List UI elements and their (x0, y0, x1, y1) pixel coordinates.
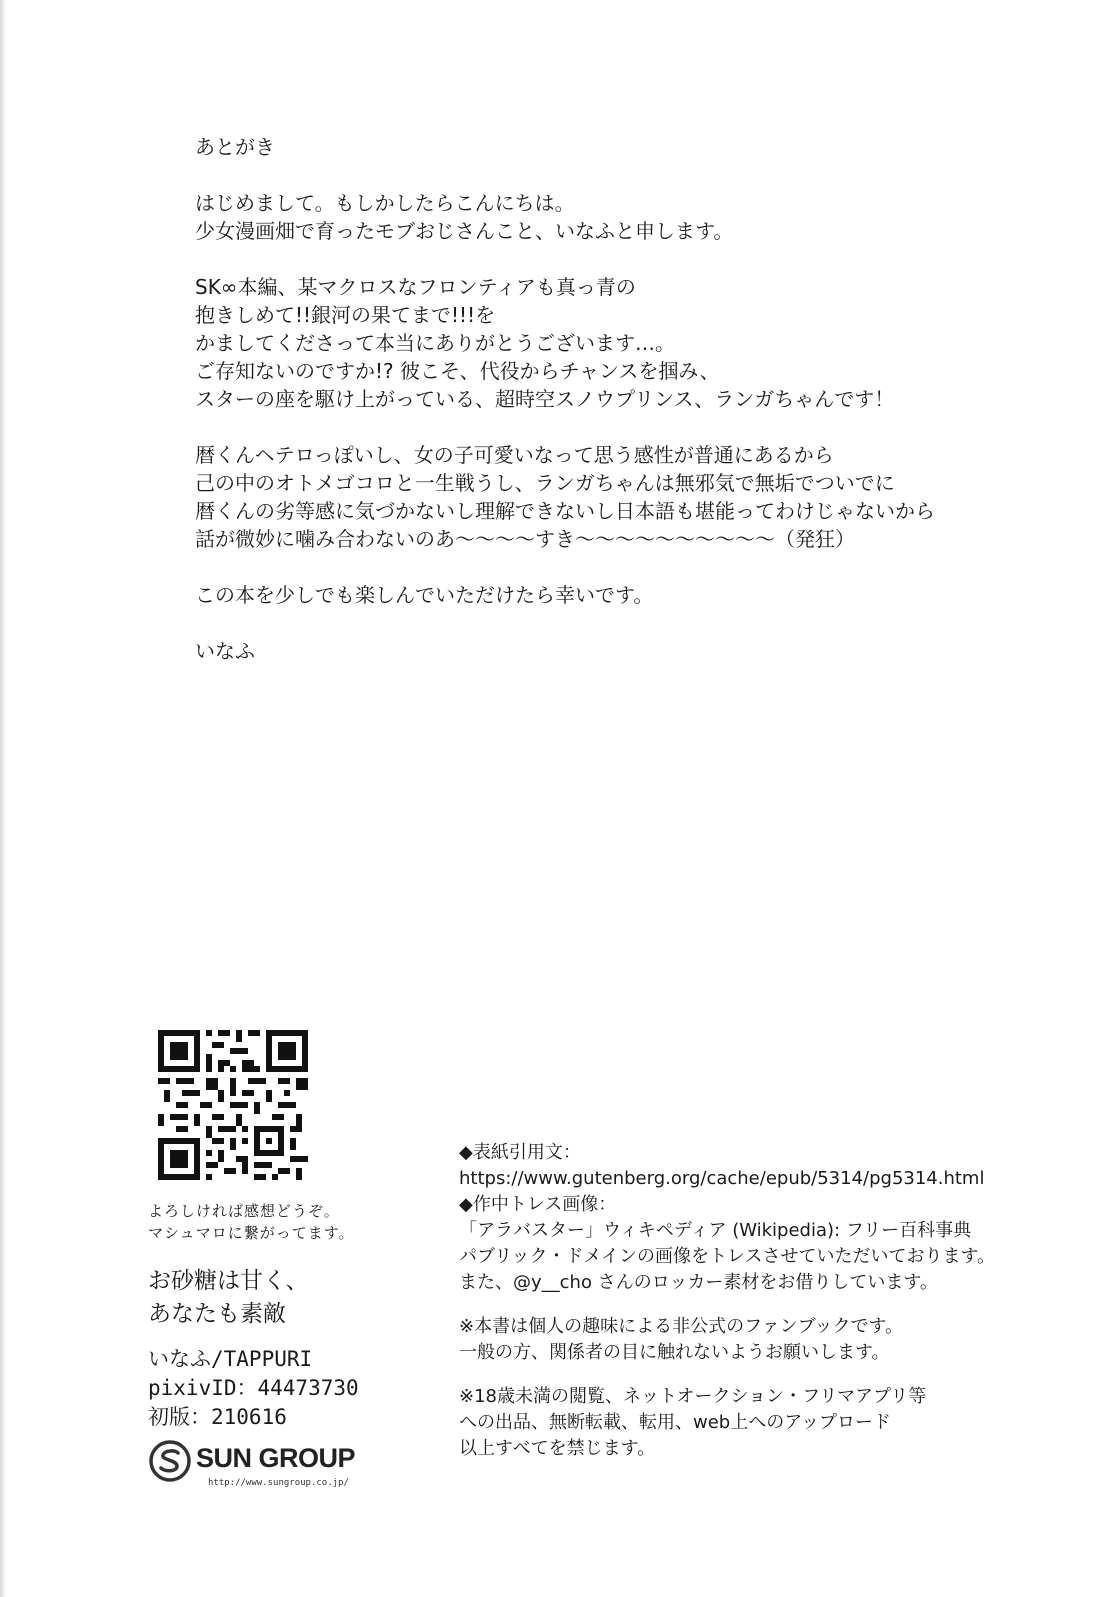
book-title (148, 1265, 428, 1331)
text-line: 暦くんヘテロっぽいし、女の子可愛いなって思う感性が普通にあるから (195, 443, 834, 467)
notice-line: 一般の方、関係者の目に触れないようお願いします。 (459, 1342, 890, 1363)
text-line: はじめまして。もしかしたらこんにちは。 (195, 191, 575, 215)
afterword-paragraph-1 (195, 189, 1055, 245)
notice-line: 以上すべてを禁じます。 (459, 1438, 656, 1459)
book-title-line: あなたも素敵 (148, 1301, 286, 1327)
spacer (459, 1296, 1059, 1314)
text-line: 己の中のオトメゴコロと一生戦うし、ランガちゃんは無邪気で無垢でついでに (195, 471, 895, 495)
qr-code-icon[interactable] (158, 1030, 308, 1180)
text-line: 抱きしめて!!銀河の果てまで!!!を (195, 303, 496, 327)
trace-line: パブリック・ドメインの画像をトレスさせていただいております。 (459, 1246, 996, 1267)
text-line: 話が微妙に噛み合わないのあ〜〜〜〜すき〜〜〜〜〜〜〜〜〜〜（発狂） (195, 527, 855, 551)
credits (459, 1140, 1059, 1462)
text-line: スターの座を駆け上がっている、超時空スノウプリンス、ランガちゃんです！ (195, 387, 895, 411)
page-edge (0, 0, 6, 1597)
qr-caption (148, 1200, 408, 1244)
circle-name: いなふ/TAPPURI (148, 1347, 313, 1371)
afterword-signature: いなふ (195, 639, 255, 663)
cover-quote-label: ◆表紙引用文： (459, 1142, 581, 1163)
text-line: ご存知ないのですか!? 彼こそ、代役からチャンスを掴み、 (195, 359, 720, 383)
printer-name: SUN GROUP (196, 1443, 356, 1473)
trace-label: ◆作中トレス画像： (459, 1194, 617, 1215)
spacer (459, 1366, 1059, 1384)
text-line: かましてくださって本当にありがとうございます…。 (195, 331, 675, 355)
afterword (195, 133, 1055, 693)
text-line: SK∞本編、某マクロスなフロンティアも真っ青の (195, 275, 636, 299)
cover-quote-url[interactable]: https://www.gutenberg.org/cache/epub/5314/pg5314.html (459, 1168, 985, 1189)
qr-caption-line: よろしければ感想どうぞ。 (148, 1202, 340, 1220)
notice-line: ※18歳未満の閲覧、ネットオークション・フリマアプリ等 (459, 1386, 927, 1407)
first-edition: 初版：210616 (148, 1405, 287, 1429)
afterword-paragraph-3 (195, 441, 1055, 553)
notice-line: への出品、無断転載、転用、web上へのアップロード (459, 1412, 891, 1433)
printer-url[interactable]: http://www.sungroup.co.jp/ (208, 1478, 349, 1488)
pixiv-id: pixivID：44473730 (148, 1376, 359, 1400)
trace-line: 「アラバスター」ウィキペディア (Wikipedia): フリー百科事典 (459, 1220, 972, 1241)
trace-line: また、@y__cho さんのロッカー素材をお借りしています。 (459, 1272, 938, 1293)
text-line: この本を少しでも楽しんでいただけたら幸いです。 (195, 583, 654, 607)
notice-line: ※本書は個人の趣味による非公式のファンブックです。 (459, 1316, 904, 1337)
text-line: 暦くんの劣等感に気づかないし理解できないし日本語も堪能ってわけじゃないから (195, 499, 935, 523)
book-title-line: お砂糖は甘く、 (148, 1268, 309, 1294)
printer-logo-block (148, 1437, 408, 1497)
text-line: 少女漫画畑で育ったモブおじさんこと、いなふと申します。 (195, 219, 734, 243)
afterword-paragraph-4 (195, 581, 1055, 609)
sun-group-logo-icon (148, 1439, 192, 1483)
afterword-heading: あとがき (195, 135, 275, 159)
qr-caption-line: マシュマロに繋がってます。 (148, 1224, 355, 1242)
circle-info (148, 1345, 428, 1432)
afterword-paragraph-2 (195, 273, 1055, 413)
